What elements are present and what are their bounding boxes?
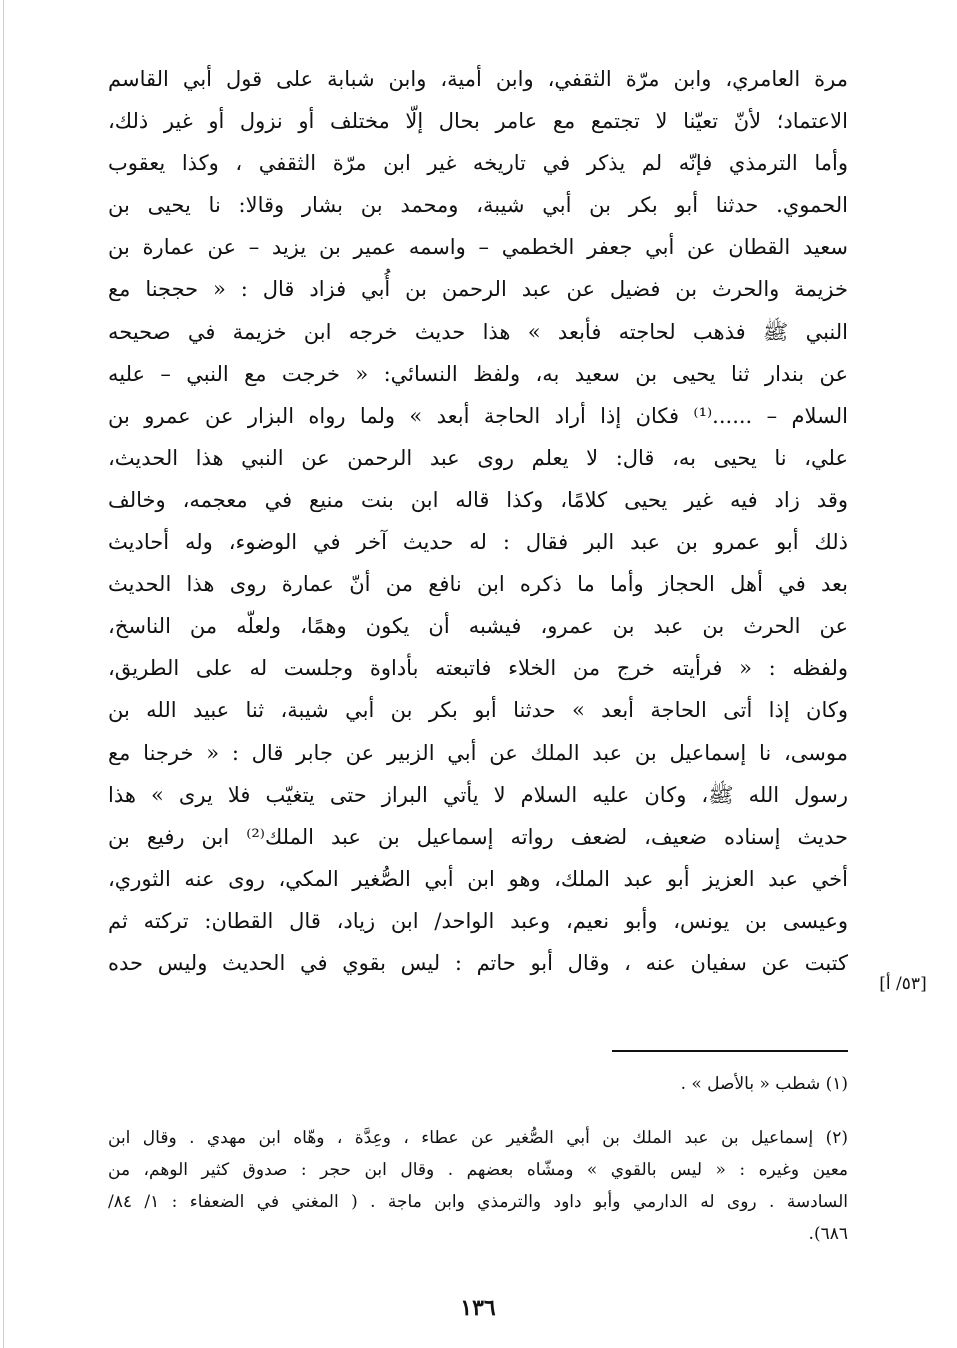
- footnote-2-line: معين وغيره : « ليس بالقوي » ومشّاه بعضهم . وقال ابن حجر : صدوق كثير الوهم، من: [108, 1160, 848, 1180]
- footnote-2-line: السادسة . روى له الدارمي وأبو داود والترمذي وابن ماجة . ( المغني في الضعفاء : ١/ ٨٤/: [108, 1192, 848, 1212]
- manuscript-folio-note: [٥٣/ أ]: [879, 974, 927, 994]
- page-edge-line: [3, 0, 4, 1348]
- text-line: بعد في أهل الحجاز وأما ما ذكره ابن نافع من أنّ عمارة روى هذا الحديث: [108, 572, 848, 597]
- page-number: ١٣٦: [460, 1295, 496, 1321]
- text-line: الحموي. حدثنا أبو بكر بن أبي شيبة، ومحمد بن بشار وقالا: نا يحيى بن: [108, 193, 848, 218]
- text-line: ولفظه : « فرأيته خرج من الخلاء فاتبعته بأداوة وجلست له على الطريق،: [108, 656, 848, 681]
- text-line: السلام – ......⁽¹⁾ فكان إذا أراد الحاجة أبعد » ولما رواه البزار عن عمرو بن: [108, 403, 848, 428]
- body-text: [108, 58, 848, 984]
- text-line: عن الحرث بن عبد بن عمرو، فيشبه أن يكون وهمًا، ولعلّه من الناسخ،: [108, 614, 848, 639]
- text-line: النبي ﷺ فذهب لحاجته فأبعد » هذا حديث خرجه ابن خزيمة في صحيحه: [108, 319, 848, 344]
- text-line: حديث إسناده ضعيف، لضعف رواته إسماعيل بن عبد الملك⁽²⁾ ابن رفيع بن: [108, 824, 848, 849]
- text-line: علي، نا يحيى به، قال: لا يعلم روى عبد الرحمن عن النبي هذا الحديث،: [108, 445, 848, 470]
- text-line: موسى، نا إسماعيل بن عبد الملك عن أبي الزبير عن جابر قال : « خرجنا مع: [108, 740, 848, 765]
- footnotes: [108, 1068, 848, 1250]
- text-line: وأما الترمذي فإنّه لم يذكر في تاريخه غير ابن مرّة الثقفي ، وكذا يعقوب: [108, 151, 848, 176]
- text-line: مرة العامري، وابن مرّة الثقفي، وابن أمية، وابن شبابة على قول أبي القاسم: [108, 67, 848, 91]
- text-line: سعيد القطان عن أبي جعفر الخطمي – واسمه عمير بن يزيد – عن عمارة بن: [108, 235, 848, 260]
- text-line: وكان إذا أتى الحاجة أبعد » حدثنا أبو بكر بن أبي شيبة، ثنا عبيد الله بن: [108, 698, 848, 723]
- text-line: أخي عبد العزيز أبو عبد الملك، وهو ابن أبي الصُّغير المكي، روى عنه الثوري،: [108, 866, 848, 891]
- footnote-2-line: (٢) إسماعيل بن عبد الملك بن أبي الصُّغير عن عطاء ، وعِدَّة ، وهّاه ابن مهدي . وقال ابن: [108, 1128, 848, 1148]
- text-line: وعيسى بن يونس، وأبو نعيم، وعبد الواحد/ ابن زياد، قال القطان: تركته ثم: [108, 908, 848, 933]
- footnote-2-line: ٦٨٦).: [808, 1224, 848, 1244]
- text-line: عن بندار ثنا يحيى بن سعيد به، ولفظ النسائي: « خرجت مع النبي – عليه: [108, 361, 848, 386]
- footnote-1: (١) شطب « بالأصل » .: [680, 1074, 848, 1094]
- footnote-separator: [612, 1050, 848, 1052]
- text-line: ذلك أبو عمرو بن عبد البر فقال : له حديث آخر في الوضوء، وله أحاديث: [108, 530, 848, 555]
- text-line: كتبت عن سفيان عنه ، وقال أبو حاتم : ليس بقوي في الحديث وليس حده: [108, 950, 848, 975]
- text-line: الاعتماد؛ لأنّ تعيّنا لا تجتمع مع عامر بحال إلّا مختلف أو نزول أو غير ذلك،: [108, 109, 848, 134]
- footnote-gap: [108, 1100, 848, 1122]
- text-line: خزيمة والحرث بن فضيل عن عبد الرحمن بن أُبي فزاد قال : « حججنا مع: [108, 277, 848, 302]
- text-line: وقد زاد فيه غير يحيى كلامًا، وكذا قاله ابن بنت منيع في معجمه، وخالف: [108, 487, 848, 512]
- text-line: رسول الله ﷺ، وكان عليه السلام لا يأتي البراز حتى يتغيّب فلا يرى » هذا: [108, 782, 848, 807]
